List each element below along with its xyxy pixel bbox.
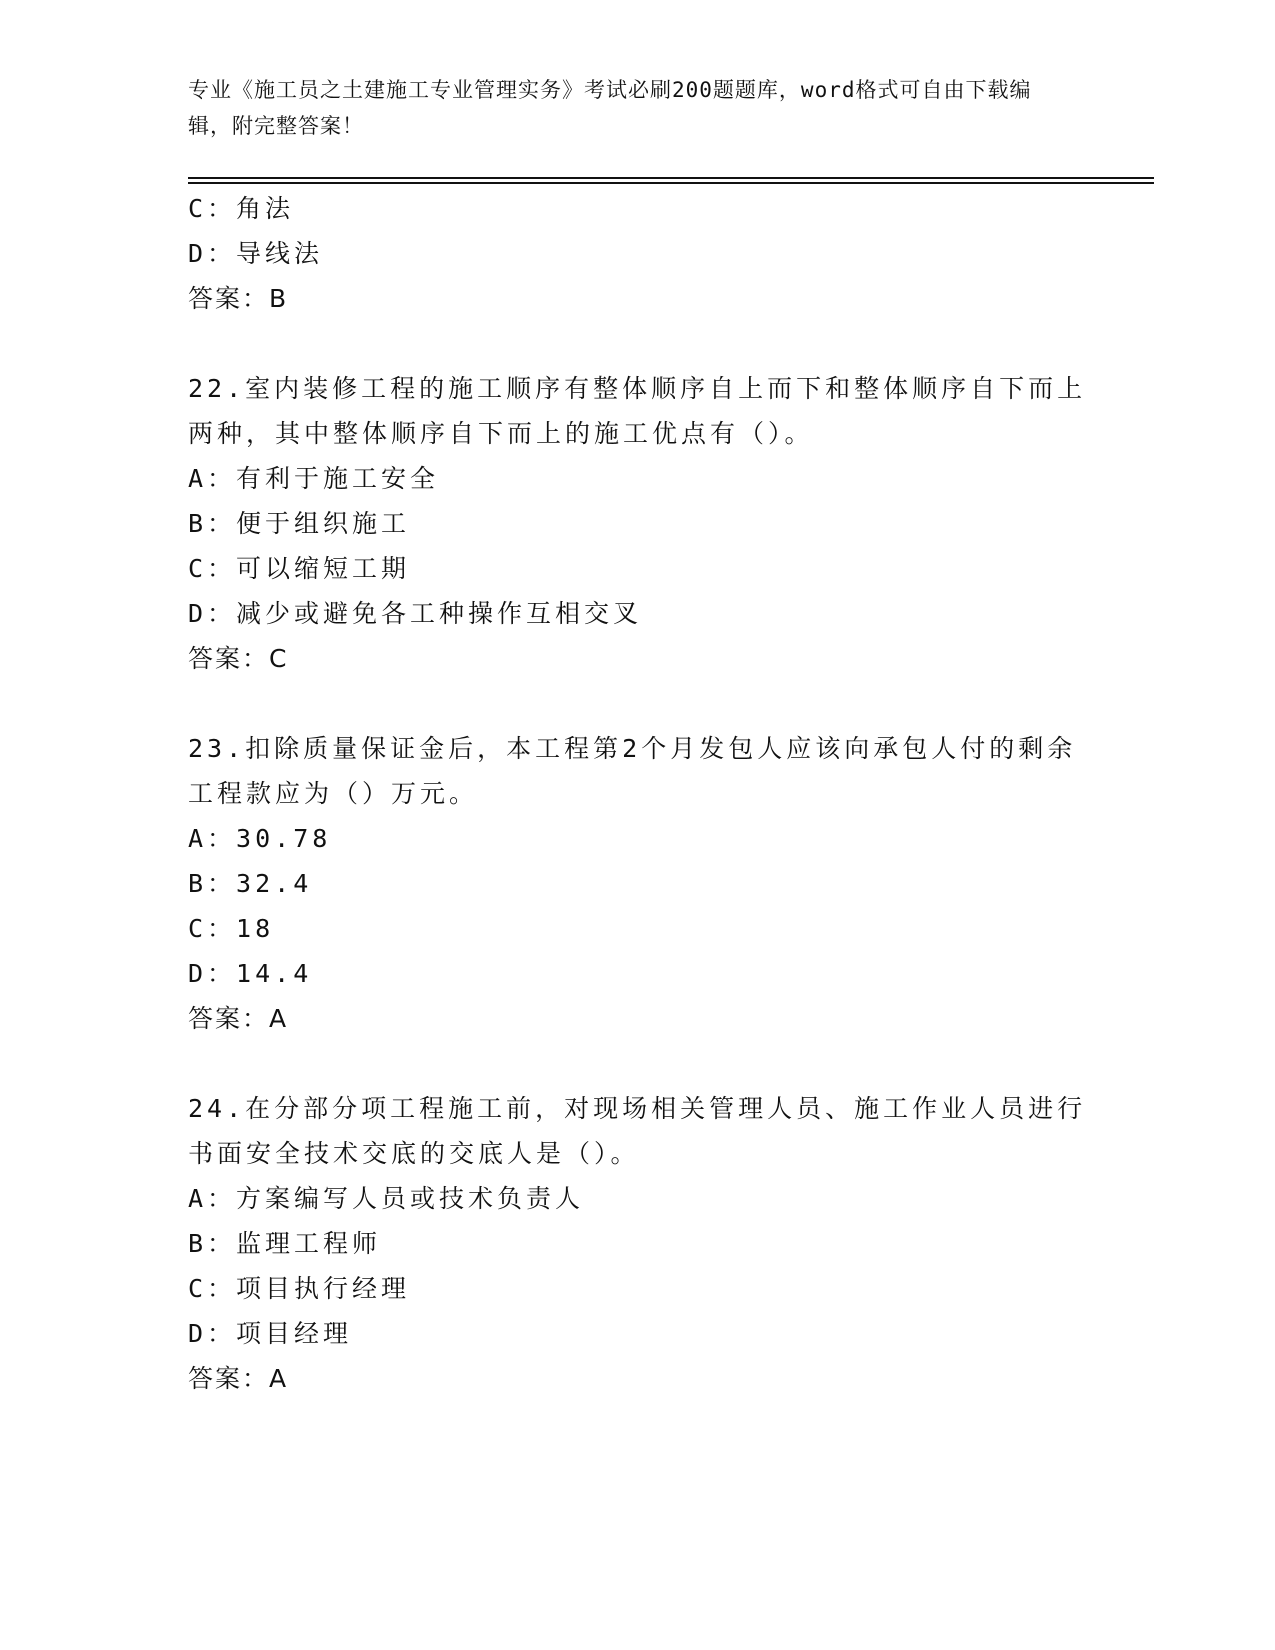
q23-answer: 答案：A [188, 1004, 289, 1033]
q22-option-d: D：减少或避免各工种操作互相交叉 [188, 599, 643, 628]
q24-option-c: C：项目执行经理 [188, 1274, 411, 1303]
header-rule-bottom [188, 182, 1154, 184]
prev-option-d: D：导线法 [188, 239, 324, 268]
q23-option-d: D：14.4 [188, 959, 313, 988]
q22-option-b: B：便于组织施工 [188, 509, 411, 538]
q22-answer: 答案：C [188, 644, 289, 673]
q22-stem-line2: 两种，其中整体顺序自下而上的施工优点有（）。 [188, 419, 814, 448]
q22-option-c: C：可以缩短工期 [188, 554, 411, 583]
q24-answer: 答案：A [188, 1364, 289, 1393]
q22-stem-line1: 22.室内装修工程的施工顺序有整体顺序自上而下和整体顺序自下而上 [188, 374, 1087, 403]
q24-option-d: D：项目经理 [188, 1319, 353, 1348]
q23-stem-line1: 23.扣除质量保证金后，本工程第2个月发包人应该向承包人付的剩余 [188, 734, 1077, 763]
prev-option-c: C：角法 [188, 194, 295, 223]
document-header: 专业《施工员之土建施工专业管理实务》考试必刷200题题库，word格式可自由下载编辑，附完整答案！ [188, 78, 1032, 138]
q24-stem-line2: 书面安全技术交底的交底人是（）。 [188, 1139, 640, 1168]
q24-stem-line1: 24.在分部分项工程施工前，对现场相关管理人员、施工作业人员进行 [188, 1094, 1087, 1123]
q23-option-c: C：18 [188, 914, 275, 943]
q24-option-b: B：监理工程师 [188, 1229, 382, 1258]
q23-option-a: A：30.78 [188, 824, 332, 853]
prev-answer: 答案：B [188, 284, 289, 313]
q23-stem-line2: 工程款应为（）万元。 [188, 779, 479, 808]
q22-option-a: A：有利于施工安全 [188, 464, 440, 493]
header-rule-top [188, 177, 1154, 179]
q23-option-b: B：32.4 [188, 869, 313, 898]
q24-option-a: A：方案编写人员或技术负责人 [188, 1184, 585, 1213]
